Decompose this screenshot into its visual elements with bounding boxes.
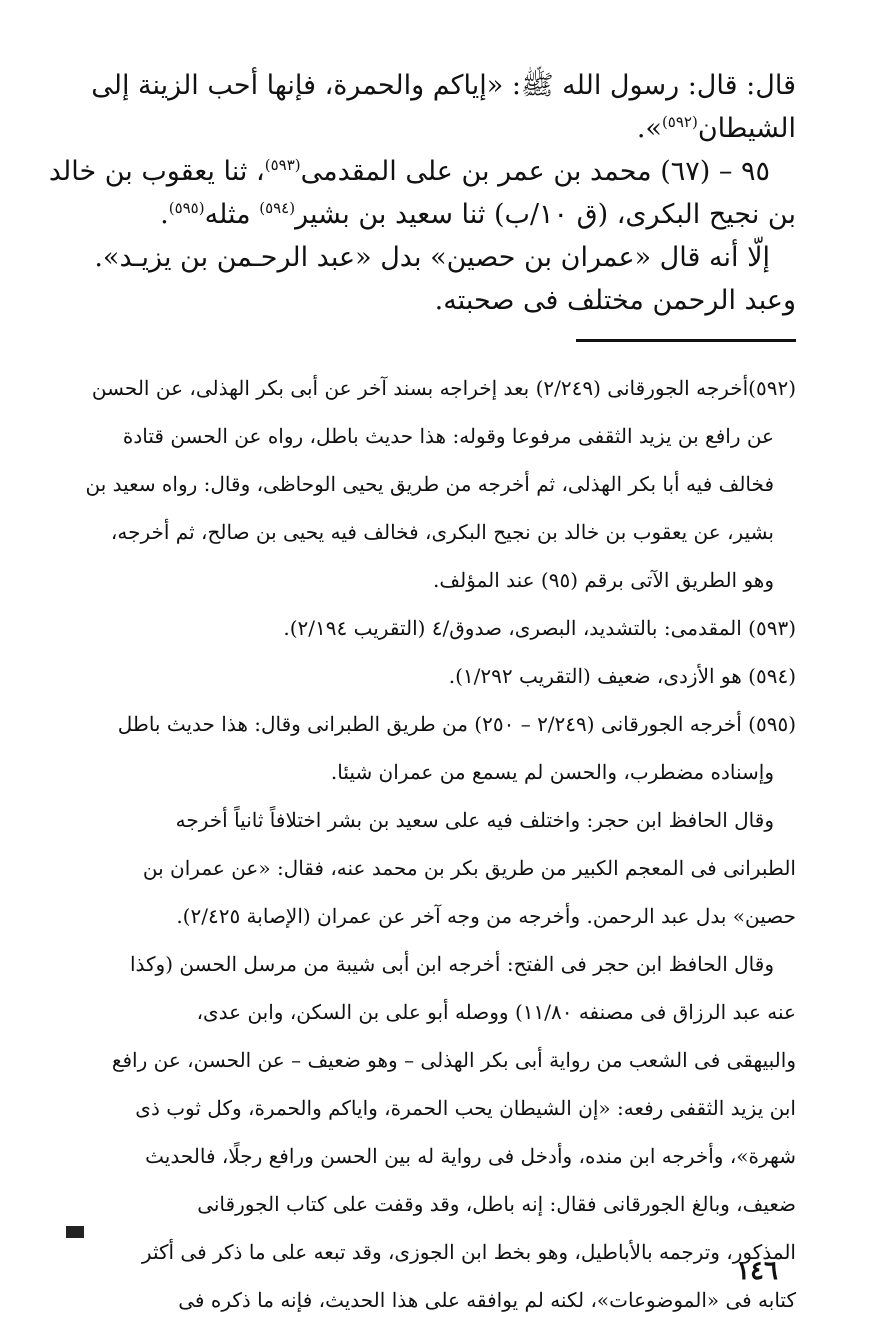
footnote-595-line-4: الطبرانى فى المعجم الكبير من طريق بكر بن محمد عنه، فقال: «عن عمران بن	[142, 856, 796, 880]
footnote-ref-594: (٥٩٤)	[259, 199, 296, 217]
main-line-2-end: ».	[636, 113, 662, 144]
footnote-595-line-12: المذكور، وترجمه بالأباطيل، وهو بخط ابن الجوزى، وقد تبعه على ما ذكر فى أكثر	[141, 1240, 796, 1264]
footnote-595-line-10: شهرة»، وأخرجه ابن منده، وأدخل فى رواية له بين الحسن ورافع رجلًا، فالحديث	[145, 1144, 796, 1168]
footnote-592-line-4: بشير، عن يعقوب بن خالد بن نجيح البكرى، فخالف فيه يحيى بن صالح، ثم أخرجه،	[110, 520, 774, 544]
footnote-595-line-6: وقال الحافظ ابن حجر فى الفتح: أخرجه ابن أبى شيبة من مرسل الحسن (وكذا	[129, 952, 774, 976]
footnote-595-line-11: ضعيف، وبالغ الجورقانى فقال: إنه باطل، وقد وقفت على كتاب الجورقانى	[197, 1192, 796, 1216]
footnote-ref-592: (٥٩٢)	[661, 113, 698, 131]
footnote-595-line-5: حصين» بدل عبد الرحمن. وأخرجه من وجه آخر عن عمران (الإصابة ٢/٤٢٥).	[176, 904, 796, 928]
main-line-2-text: الشيطان	[697, 113, 796, 144]
main-line-3-end: ، ثنا يعقوب بن خالد	[48, 156, 265, 187]
footnote-divider	[576, 339, 796, 342]
main-line-3-text: ٩٥ – (٦٧) محمد بن عمر بن على المقدمى	[300, 156, 770, 187]
main-line-4-mid: مثله	[204, 199, 260, 230]
main-line-4	[96, 193, 796, 236]
main-line-5: إلّا أنه قال «عمران بن حصين» بدل «عبد الرحـمن بن يزيـد».	[94, 242, 770, 273]
footnote-595-line-9: ابن يزيد الثقفى رفعه: «إن الشيطان يحب الحمرة، واياكم والحمرة، وكل ثوب ذى	[135, 1096, 796, 1120]
footnote-595-line-13: كتابه فى «الموضوعات»، لكنه لم يوافقه على هذا الحديث، فإنه ما ذكره فى	[178, 1288, 796, 1312]
footnote-593: (٥٩٣) المقدمى: بالتشديد، البصرى، صدوق/٤ (التقريب ٢/١٩٤).	[283, 616, 796, 640]
footnote-592-line-3: فخالف فيه أبا بكر الهذلى، ثم أخرجه من طريق يحيى الوحاظى، وقال: رواه سعيد بن	[85, 472, 774, 496]
main-paragraph-1	[91, 64, 796, 150]
footnote-592-line-5: وهو الطريق الآتى برقم (٩٥) عند المؤلف.	[433, 568, 774, 592]
main-line-2	[96, 107, 796, 150]
footnote-ref-593: (٥٩٣)	[264, 156, 301, 174]
footnote-ref-595: (٥٩٥)	[168, 199, 205, 217]
main-line-4-end: .	[160, 199, 169, 230]
footnote-595-line-8: والبيهقى فى الشعب من رواية أبى بكر الهذلى – وهو ضعيف – عن الحسن، عن رافع	[111, 1048, 796, 1072]
main-line-3	[48, 150, 796, 193]
main-text	[48, 64, 796, 322]
scan-mark	[66, 1226, 84, 1238]
main-line-6: وعبد الرحمن مختلف فى صحبته.	[434, 285, 796, 316]
main-line-4-text: بن نجيح البكرى، (ق ١٠/ب) ثنا سعيد بن بشير	[295, 199, 796, 230]
footnote-595: (٥٩٥) أخرجه الجورقانى (٢/٢٤٩ – ٢٥٠) من طريق الطبرانى وقال: هذا حديث باطل	[117, 712, 796, 736]
footnote-595-line-3: وقال الحافظ ابن حجر: واختلف فيه على سعيد بن بشر اختلافاً ثانياً أخرجه	[175, 808, 774, 832]
footnote-595-line-7: عنه عبد الرزاق فى مصنفه ١١/٨٠) ووصله أبو على بن السكن، وابن عدى،	[196, 1000, 796, 1024]
footnotes	[85, 364, 796, 1324]
main-line-1: قال: قال: رسول الله ﷺ: «إياكم والحمرة، فإنها أحب الزينة إلى	[91, 70, 796, 101]
footnote-592: (٥٩٢)أخرجه الجورقانى (٢/٢٤٩) بعد إخراجه بسند آخر عن أبى بكر الهذلى، عن الحسن	[91, 376, 796, 400]
main-paragraph-2	[48, 150, 796, 322]
footnote-592-line-2: عن رافع بن يزيد الثقفى مرفوعا وقوله: هذا حديث باطل، رواه عن الحسن قتادة	[122, 424, 774, 448]
footnote-595-line-2: وإسناده مضطرب، والحسن لم يسمع من عمران شيئا.	[330, 760, 774, 784]
page-number: ١٤٦	[736, 1256, 778, 1286]
footnote-594: (٥٩٤) هو الأزدى، ضعيف (التقريب ١/٢٩٢).	[448, 664, 796, 688]
